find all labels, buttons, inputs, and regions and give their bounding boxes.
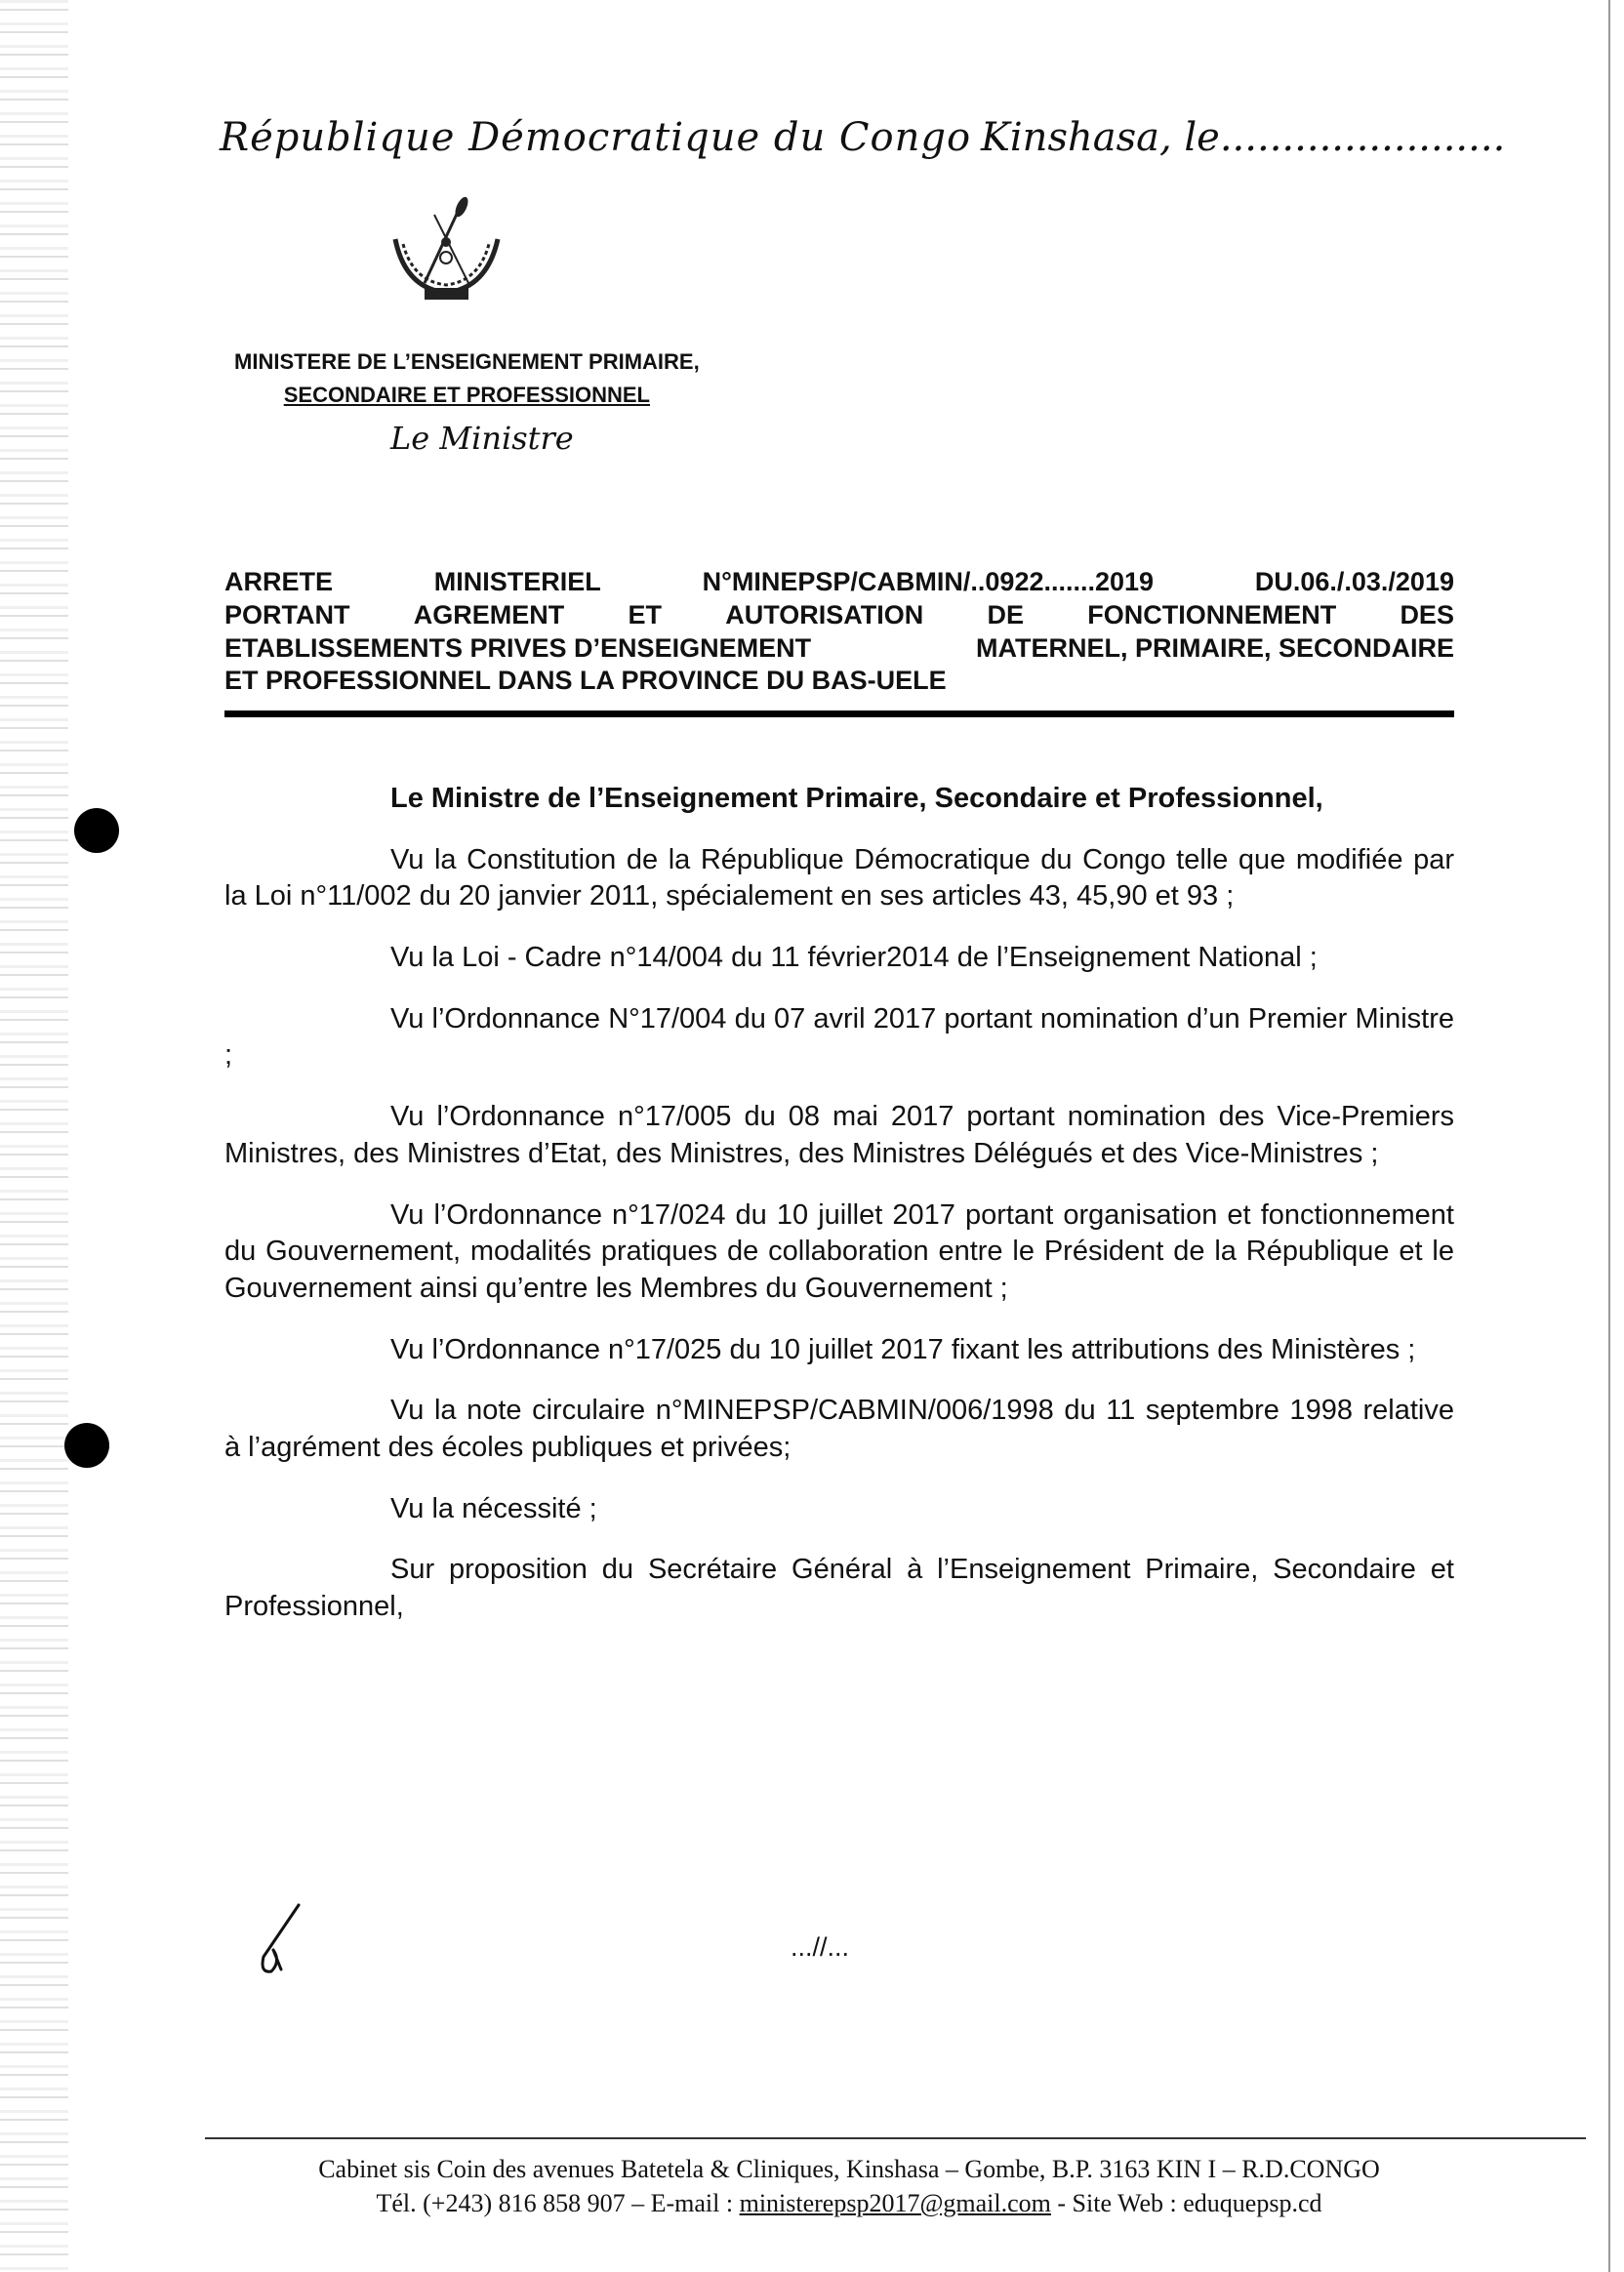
ministry-name (234, 345, 700, 412)
footer-site: - Site Web : eduquepsp.cd (1057, 2189, 1322, 2218)
scan-edge-artifact (0, 0, 68, 2272)
decree-line-3: ETABLISSEMENTS PRIVES D’ENSEIGNEMENT MATERNEL, PRIMAIRE, SECONDAIRE (224, 632, 1454, 663)
paragraph: Vu l’Ordonnance n°17/024 du 10 juillet 2017 portant organisation et fonctionnement du Gouvernement, modalités pratiques de collaboration entre le Président de la République et le Gouvernement ainsi qu’entre les Membres du Gouvernement ; (224, 1198, 1454, 1304)
place-date: Kinshasa, le....................... (981, 115, 1506, 160)
document-body (224, 781, 1454, 1650)
punch-hole-bottom (64, 1423, 109, 1468)
title-divider (224, 710, 1454, 717)
footer-divider (205, 2137, 1586, 2139)
footer-address: Cabinet sis Coin des avenues Batetela & Cliniques, Kinshasa – Gombe, B.P. 3163 KIN I – R.D.CONGO (318, 2155, 1380, 2183)
paragraph: Vu l’Ordonnance n°17/025 du 10 juillet 2017 fixant les attributions des Ministères ; (390, 1333, 1416, 1365)
decree-title (224, 566, 1454, 698)
footer (224, 2152, 1474, 2220)
decree-line-4: ET PROFESSIONNEL DANS LA PROVINCE DU BAS-UELE (224, 666, 947, 696)
decree-line-1: ARRETE MINISTERIEL N°MINEPSP/CABMIN/..0922.......2019 DU.06./.03./2019 (224, 567, 1454, 596)
paragraph: Vu la Loi - Cadre n°14/004 du 11 février2014 de l’Enseignement National ; (390, 942, 1318, 974)
continuation-mark: ...//... (791, 1932, 850, 1962)
paragraph: Vu l’Ordonnance n°17/005 du 08 mai 2017 portant nomination des Vice-Premiers Ministres, des Ministres d’Etat, des Ministres, des Ministres Délégués et des Vice-Ministres ; (224, 1101, 1454, 1169)
handwritten-initial-icon (252, 1903, 310, 1981)
paragraph: Vu l’Ordonnance N°17/004 du 07 avril 2017 portant nomination d’un Premier Ministre ; (224, 1002, 1454, 1072)
paragraph: Vu la note circulaire n°MINEPSP/CABMIN/006/1998 du 11 septembre 1998 relative à l’agrément des écoles publiques et privées; (224, 1395, 1454, 1463)
footer-tel: Tél. (+243) 816 858 907 – E-mail : (376, 2189, 734, 2218)
decree-line-2: PORTANT AGREMENT ET AUTORISATION DE FONCTIONNEMENT DES (224, 599, 1454, 629)
punch-hole-top (74, 808, 119, 853)
scan-right-edge (1608, 0, 1624, 2272)
footer-contact (224, 2186, 1474, 2220)
coat-of-arms-icon (386, 195, 508, 307)
ministry-line-1: MINISTERE DE L’ENSEIGNEMENT PRIMAIRE, (234, 349, 700, 374)
paragraph: Vu la nécessité ; (390, 1492, 597, 1524)
body-heading: Le Ministre de l’Enseignement Primaire, Secondaire et Professionnel, (390, 783, 1323, 814)
footer-email-link[interactable]: ministerepsp2017@gmail.com (739, 2189, 1051, 2218)
signatory-title: Le Ministre (390, 420, 574, 457)
paragraph: Vu la Constitution de la République Démocratique du Congo telle que modifiée par la Loi n°11/002 du 20 janvier 2011, spécialement en ses articles 43, 45,90 et 93 ; (224, 843, 1454, 913)
country-name: République Démocratique du Congo (220, 115, 972, 160)
ministry-line-2: SECONDAIRE ET PROFESSIONNEL (283, 383, 650, 408)
paragraph: Sur proposition du Secrétaire Général à l’Enseignement Primaire, Secondaire et Professionnel, (224, 1554, 1454, 1622)
